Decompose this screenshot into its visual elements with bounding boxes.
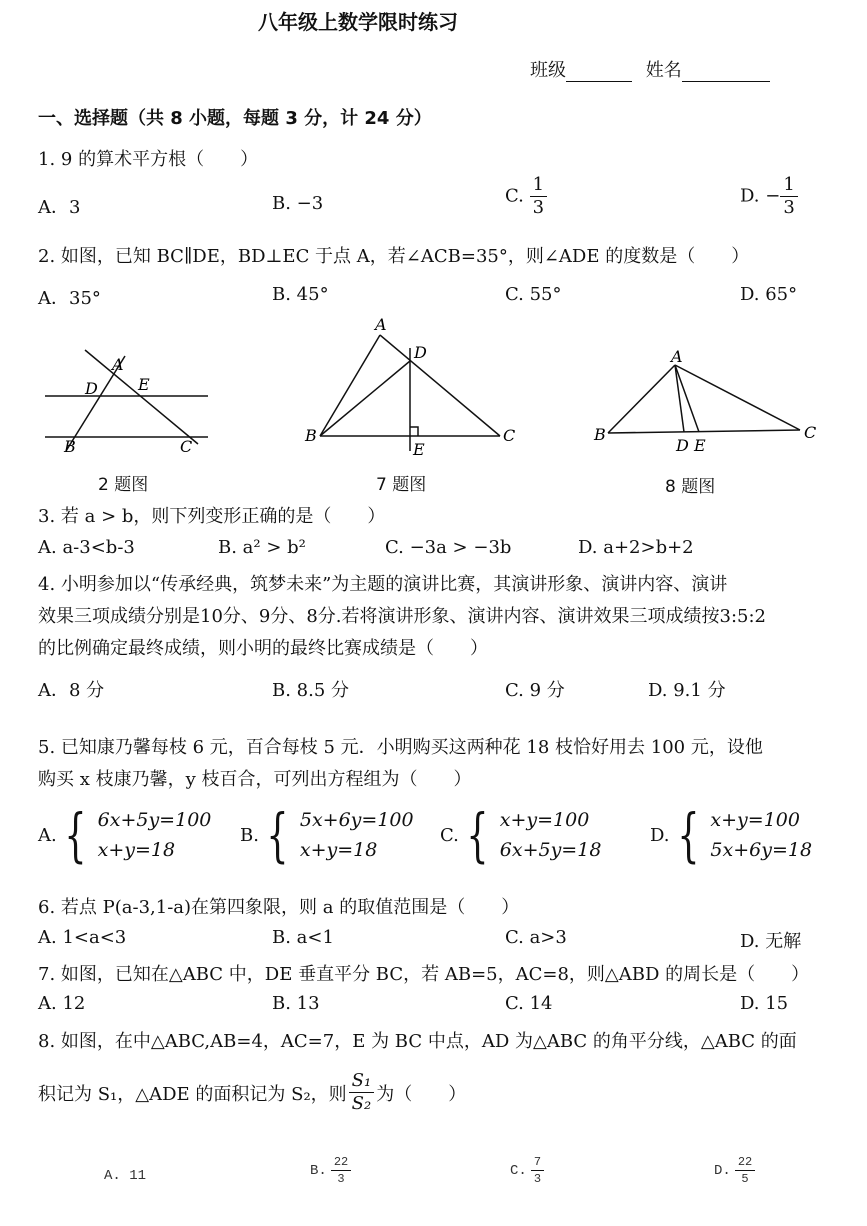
q8-c-num: 7: [531, 1156, 544, 1171]
q4-option-b: B. 8.5 分: [272, 680, 350, 701]
q3-option-d: D. a+2>b+2: [578, 537, 694, 558]
q4-option-a: A．8 分: [38, 680, 105, 701]
q5-c-eq2: 6x+5y=18: [499, 839, 602, 861]
q8-c-prefix: C.: [510, 1162, 527, 1179]
q4-option-c: C. 9 分: [505, 680, 565, 701]
student-info: [530, 56, 770, 82]
q1-c-fraction: [530, 176, 547, 217]
q5-option-a: [38, 800, 211, 870]
q8-line2-b: 为（ ）: [376, 1083, 467, 1105]
q7-option-d: D. 15: [740, 993, 789, 1014]
q1-option-b: B. −3: [272, 193, 324, 214]
fig2-caption: 2 题图: [98, 475, 149, 495]
fig7-right-angle: [410, 427, 418, 436]
q7-option-c: C. 14: [505, 993, 553, 1014]
fig8-line-bc: [608, 430, 800, 433]
q5-option-d: [650, 800, 812, 870]
q1-option-d: [740, 176, 798, 217]
fig7-label-e: E: [413, 440, 425, 459]
q1-stem: 1. 9 的算术平方根（ ）: [38, 149, 259, 170]
fig8-label-d: D: [676, 436, 689, 455]
fig7-line-bd: [320, 361, 410, 436]
q8-line2-a: 积记为 S₁，△ADE 的面积记为 S₂，则: [38, 1083, 347, 1105]
fig2-line-ec: [85, 350, 198, 444]
q8-b-fraction: [331, 1156, 351, 1185]
q8-ratio-fraction: [349, 1072, 375, 1113]
q1-option-a: A．3: [38, 197, 81, 218]
q8-option-d: [714, 1156, 755, 1185]
figure-8-diagram: [608, 365, 800, 433]
q1-d-num: 1: [780, 176, 797, 197]
q5-a-system: { 6x+5y=100 x+y=18: [64, 801, 212, 869]
q7-stem: 7. 如图，已知在△ABC 中，DE 垂直平分 BC，若 AB=5，AC=8，则△ABD 的周长是（ ）: [38, 964, 810, 985]
q8-d-fraction: [735, 1156, 755, 1185]
fig8-label-a: A: [671, 347, 683, 366]
q1-d-prefix: D. −: [740, 185, 781, 207]
fig8-line-ab: [608, 365, 675, 433]
q5-c-eq1: x+y=100: [499, 809, 590, 831]
q8-ratio-num: S₁: [349, 1072, 375, 1093]
fig8-line-ac: [675, 365, 800, 430]
q4-line3: 的比例确定最终成绩，则小明的最终比赛成绩是（ ）: [38, 638, 488, 659]
q2-option-a: A．35°: [38, 288, 101, 309]
fig2-label-d: D: [85, 379, 98, 398]
q1-c-num: 1: [530, 176, 547, 197]
q2-option-b: B. 45°: [272, 284, 329, 305]
fig2-label-e: E: [138, 375, 150, 394]
fig7-line-ab: [320, 335, 380, 436]
q5-d-eq1: x+y=100: [710, 809, 800, 831]
q5-b-label: B.: [240, 824, 259, 846]
q2-option-d: D. 65°: [740, 284, 798, 305]
figure-7-diagram: [320, 335, 500, 451]
fig7-label-c: C: [503, 426, 516, 445]
page-title: 八年级上数学限时练习: [258, 10, 458, 34]
q8-d-num: 22: [735, 1156, 755, 1171]
q8-line2: [38, 1072, 466, 1113]
q6-option-c: C. a>3: [505, 927, 567, 948]
q6-option-d: D. 无解: [740, 931, 802, 952]
q8-b-num: 22: [331, 1156, 351, 1171]
fig8-label-b: B: [594, 425, 606, 444]
q6-option-a: A. 1<a<3: [38, 927, 127, 948]
figure-2-diagram: [45, 350, 208, 451]
fig7-caption: 7 题图: [376, 475, 427, 495]
q5-c-system: { x+y=100 6x+5y=18: [466, 801, 602, 869]
q5-option-c: [440, 800, 601, 870]
q8-option-c: [510, 1156, 544, 1185]
q8-c-den: 3: [533, 1172, 542, 1186]
q5-option-b: [240, 800, 414, 870]
q5-a-eq1: 6x+5y=100: [97, 809, 212, 831]
q4-option-d: D. 9.1 分: [648, 680, 726, 701]
q6-option-b: B. a<1: [272, 927, 334, 948]
q3-option-b: B. a² > b²: [218, 537, 306, 558]
figures-row: [30, 318, 860, 468]
fig7-label-b: B: [305, 426, 317, 445]
fig2-label-a: A: [112, 355, 124, 374]
class-label: 班级: [530, 60, 566, 81]
q3-option-a: A. a-3<b-3: [38, 537, 135, 558]
q4-line2: 效果三项成绩分别是10分、9分、8分.若将演讲形象、演讲内容、演讲效果三项成绩按3:5:2: [38, 606, 767, 627]
q2-stem: 2. 如图，已知 BC∥DE，BD⊥EC 于点 A，若∠ACB=35°，则∠ADE 的度数是（ ）: [38, 246, 750, 267]
section-heading: 一、选择题（共 8 小题，每题 3 分，计 24 分）: [38, 108, 432, 129]
q8-line1: 8. 如图，在中△ABC,AB=4，AC=7，E 为 BC 中点，AD 为△ABC 的角平分线，△ABC 的面: [38, 1031, 797, 1052]
q8-c-fraction: [531, 1156, 544, 1185]
q7-option-b: B. 13: [272, 993, 320, 1014]
fig7-label-d: D: [414, 343, 427, 362]
name-blank[interactable]: [682, 60, 770, 82]
q3-stem: 3. 若 a > b，则下列变形正确的是（ ）: [38, 506, 386, 527]
q5-a-eq2: x+y=18: [97, 839, 176, 861]
fig8-line-ad: [675, 365, 684, 432]
fig8-label-e: E: [694, 436, 706, 455]
q5-line2: 购买 x 枝康乃馨，y 枝百合，可列出方程组为（ ）: [38, 769, 472, 790]
q8-option-a: A. 11: [104, 1168, 147, 1184]
q5-d-system: { x+y=100 5x+6y=18: [676, 801, 813, 869]
q6-stem: 6. 若点 P(a-3,1-a)在第四象限，则 a 的取值范围是（ ）: [38, 897, 520, 918]
q5-line1: 5. 已知康乃馨每枝 6 元，百合每枝 5 元．小明购买这两种花 18 枝恰好用去 100 元，设他: [38, 737, 763, 758]
q5-b-system: { 5x+6y=100 x+y=18: [266, 801, 414, 869]
q8-d-prefix: D.: [714, 1162, 731, 1179]
q5-c-label: C.: [440, 824, 459, 846]
q5-b-eq1: 5x+6y=100: [299, 809, 414, 831]
q1-d-den: 3: [783, 197, 795, 218]
q2-option-c: C. 55°: [505, 284, 562, 305]
q1-c-den: 3: [532, 197, 545, 218]
q1-option-c: [505, 176, 547, 217]
q8-d-den: 5: [741, 1172, 749, 1186]
fig7-label-a: A: [375, 318, 387, 334]
q4-line1: 4. 小明参加以“传承经典，筑梦未来”为主题的演讲比赛，其演讲形象、演讲内容、演讲: [38, 574, 728, 595]
q8-b-prefix: B.: [310, 1162, 327, 1179]
q7-option-a: A. 12: [38, 993, 86, 1014]
q5-d-label: D.: [650, 824, 670, 846]
fig2-label-b: B: [64, 437, 76, 456]
q5-d-eq2: 5x+6y=18: [710, 839, 813, 861]
q1-d-fraction: [780, 176, 797, 217]
fig8-label-c: C: [804, 423, 817, 442]
q1-c-prefix: C.: [505, 185, 524, 207]
q5-b-eq2: x+y=18: [299, 839, 378, 861]
q3-option-c: C. −3a > −3b: [385, 537, 512, 558]
fig7-line-ac: [380, 335, 500, 436]
q8-b-den: 3: [337, 1172, 345, 1186]
q8-option-b: [310, 1156, 351, 1185]
q5-a-label: A.: [38, 824, 57, 846]
class-blank[interactable]: [566, 60, 632, 82]
q8-ratio-den: S₂: [351, 1093, 372, 1114]
fig8-caption: 8 题图: [665, 477, 716, 497]
fig2-label-c: C: [180, 437, 193, 456]
name-label: 姓名: [645, 60, 682, 81]
